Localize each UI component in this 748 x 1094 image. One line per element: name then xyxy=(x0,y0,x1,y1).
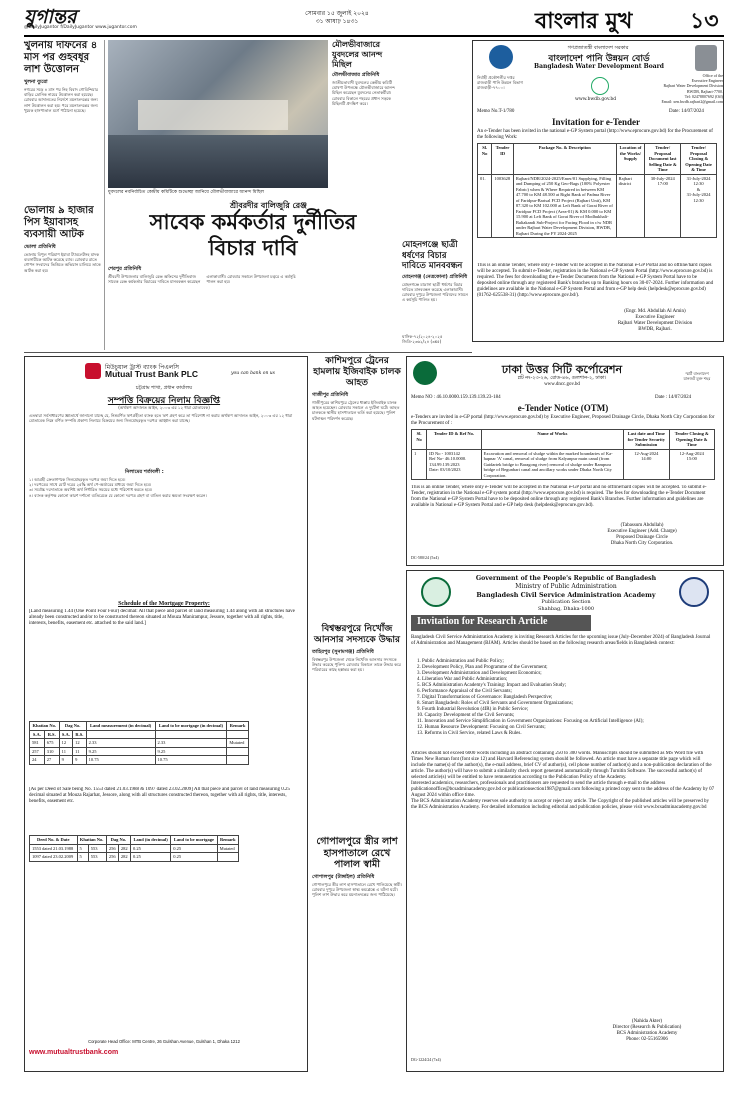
table-cell: 12 xyxy=(73,739,87,748)
story-body: জাতীয়তাবাদী যুবদলের কেন্দ্রীয় কমিটি ঘোষণা উপলক্ষে মৌলভীবাজারে আনন্দ মিছিল করেছেন যুবদলের নেতাকর্মীরা। রোববার বিকালে শহরের প্রধান সড়কে মিছিলটি প্রদক্ষিণ করে। xyxy=(332,80,395,106)
list-item: 12. Human Resource Development: Focusing on Civil Servants; xyxy=(417,725,546,730)
table-cell: 256 xyxy=(106,844,118,853)
topic-list xyxy=(417,659,715,737)
crowd-shape xyxy=(108,135,328,188)
office-right: Office of the Executive Engineer Rajbari Water Development Division BWDB, Rajbari-7700. Tel: 02478807692 (Off) Email: xen.bwdb.rajbari2@gmail.com xyxy=(661,73,723,105)
main-kicker: শ্রীবরদীর বালিজুরি রেঞ্জ xyxy=(230,201,307,210)
branch: চট্টগ্রাম শাখা, প্রধান কার্যালয় xyxy=(135,385,193,391)
signer: (Nahida Akter) Director (Research & Publication) BCS Administration Academy Phone: 02-55165906 xyxy=(612,1019,682,1042)
section-name: Publication Section xyxy=(541,599,591,605)
address: Shahbag, Dhaka-1000 xyxy=(537,606,595,612)
table-cell xyxy=(217,853,238,862)
memo-date: Date: 14/07/2024 xyxy=(669,109,704,114)
table-cell: 1097 dated 23.02.2009 xyxy=(30,853,78,862)
auction-subtitle: (অর্থঋণ আদালত আইন, ২০০৩ এর ১২ ধারা মোতাবেক) xyxy=(118,405,210,410)
table-cell: 282 xyxy=(118,853,130,862)
story-body: শ্রীবরদী উপজেলার বালিজুরি রেঞ্জ অফিসের দুর্নীতিবাজ সাবেক রেঞ্জ কর্মকর্তার বিচারের দাবিতে মানববন্ধন করেছেন এলাকাবাসী। রোববার সকালে উপজেলা চত্বরে এ কর্মসূচি পালন করা হয়। xyxy=(108,274,296,285)
story-headline: গোপালপুরে স্ত্রীর লাশ হাসপাতালে রেখে পালাল স্বামী xyxy=(316,836,398,870)
auction-title: সম্পত্তি বিক্রয়ের নিলাম বিজ্ঞপ্তি xyxy=(107,396,221,406)
signer: (Tabassum Abdullah) Executive Engineer (Add. Charge) Proposed Drainage Circle Dhaka North City Corporation. xyxy=(607,523,677,546)
dncc-address: প্লট নং-২৩-২৬, রোড-৪৬, গুলশান-২, ঢাকা। xyxy=(517,375,607,381)
story-body: গাজীপুরের কাশিমপুরে ট্রেনের ধাক্কায় ইজিবাইক চালক আহত হয়েছেন। রোববার সকালে এ দুর্ঘটনা ঘটে। আহত চালককে স্থানীয় হাসপাতালে ভর্তি করা হয়েছে। পুলিশ ঘটনাস্থল পরিদর্শন করেছে। xyxy=(312,400,400,421)
section-title: বাংলার মুখ xyxy=(535,9,633,34)
col-header: Land to be mortgage (in decimal) xyxy=(155,722,227,731)
bwdb-logo-icon xyxy=(489,45,513,69)
list-item: 11. Innovation and Service Simplification in Government Organizations: Focusing on Artificial Intelligence (AI); xyxy=(417,719,644,724)
section-divider xyxy=(24,352,472,353)
story-headline: মৌলভীবাজারে যুবদলের আনন্দ মিছিল xyxy=(332,40,383,69)
col-header: Land (in decimal) xyxy=(130,836,170,845)
tender-notes: This is an online Tender, where only e-Tender will be accepted in the National e-GP Portal and no offline/hard copies will be accepted. To submit e-Tender, registration in the National e-GP System Portal (http://www.eprocure.gov.bd) is required. The fees for downloading the e-Tender Documents from the National e-GP System Portal have to be deposited online through any registered Bank's branches up to Banking hours on 30-07-2024. Further information and guidelines are available in the National e-GP System Portal and from e-GP help desk (helpdesk@eprocure.gov.bd) (01762-625538-31) (http://www.eprocure.gov.bd/). xyxy=(477,263,714,298)
table-cell: 12 xyxy=(59,739,73,748)
table-cell: 282 xyxy=(118,844,130,853)
org-name-bn: বাংলাদেশ পানি উন্নয়ন বোর্ড xyxy=(548,54,650,64)
table-cell: 12-Aug-2024 14:00 xyxy=(624,449,669,480)
col-header: Tender ID & Ref No. xyxy=(427,430,482,450)
page-number: ১৩ xyxy=(690,9,719,34)
table-cell: 30-July-2024 17:00 xyxy=(645,174,681,238)
notice-intro: e-Tenders are invited in e-GP portal (http://www.eprocure.gov.bd) by Executive Engineer, Proposed Drainage Circle, Dhaka North City Corporation for the Procurement of : xyxy=(411,415,715,426)
dncc-web: www.dncc.gov.bd xyxy=(544,382,580,387)
col-subheader: S.A. xyxy=(59,730,73,739)
mtb-auction-ad xyxy=(24,356,308,1072)
tender-title: Invitation for e-Tender xyxy=(551,117,640,127)
col-header: Location of the Works/ Supply xyxy=(616,144,645,175)
table-cell: 310 xyxy=(44,747,59,756)
ministry: Ministry of Public Administration xyxy=(515,583,617,590)
table-row xyxy=(30,756,249,765)
org-name-en: Bangladesh Water Development Board xyxy=(534,63,664,70)
table-cell: Rajbari district xyxy=(616,174,645,238)
table-cell: Mutated xyxy=(217,844,238,853)
list-item: 9. Fourth Industrial Revolution (4IR) in Public Service; xyxy=(417,707,529,712)
list-item: 10. Capacity Development of the Civil Servants; xyxy=(417,713,515,718)
table-cell: 0.25 xyxy=(130,844,170,853)
bank-tagline: you can bank on us xyxy=(231,371,275,376)
term-item: ৩। সর্বোচ্চ দরদাতাকে অবশিষ্ট অর্থ নির্ধারিত সময়ের মধ্যে পরিশোধ করতে হবে। xyxy=(29,487,153,493)
main-headline-line2: বিচার দাবি xyxy=(208,236,298,260)
notice-notes: This is an online Tender, where only e-Tender will be accepted in the National e-GP portal and no offline/hard copies will be accepted. To submit e-Tender, registration in the National e-GP system portal (http://www.eprocure.gov.bd) is required. The fees for downloading the e-Tender Document from the National e-GP System Portal have to be deposited online through any registered Bank's Branches. Further information and guidelines are available in National e-GP System Portal and e-GP help desk (helpdesk@eprocure.gov.bd). xyxy=(411,485,707,508)
table-cell: Mutated xyxy=(227,739,249,748)
mohanganj-story xyxy=(402,40,470,350)
main-headline-line1: সাবেক কর্মকর্তার দুর্নীতির xyxy=(149,210,357,234)
bcsaa-logo-icon xyxy=(679,577,709,607)
auction-body: এতদ্বারা সর্বসাধারণের জ্ঞাতার্থে জানানো যাচ্ছে যে, নিম্নবর্ণিত ঋণগ্রহীতা ব্যাংক হতে ঋণ গ্রহণ করে তা পরিশোধ না করায় অর্থঋণ আদালত আইন, ২০০৩ এর ১২ ধারা মোতাবেক নিম্নে বর্ণিত সম্পত্তি প্রকাশ্য নিলামে বিক্রয়ের জন্য সিলমোহরকৃত দরপত্র আহ্বান করা যাচ্ছে। xyxy=(29,413,293,424)
khulna-story xyxy=(24,40,102,200)
story-headline: বিশ্বম্ভরপুরে নিখোঁজ আনসার সদস্যকে উদ্ধার xyxy=(314,624,400,645)
bcsaa-ad xyxy=(406,570,724,1072)
list-item: 3. Development Administration and Development Economics; xyxy=(417,671,542,676)
col-header: Tender/ Proposal Closing & Opening Date & Time xyxy=(681,144,717,175)
col-header: Tender/ Proposal Document last Selling Date & Time xyxy=(645,144,681,175)
col-header: Last date and Time for Tender Security Submission xyxy=(624,430,669,450)
list-item: 13. Reforms in Civil Service, related Laws & Rules. xyxy=(417,731,522,736)
story-byline: শেরপুর প্রতিনিধি xyxy=(108,266,142,272)
list-item: 2. Development Policy, Plan and Programme of the Government; xyxy=(417,665,548,670)
schedule-title: Schedule of the Mortgage Property: xyxy=(118,601,210,607)
memo-no: Memo No.T-1/780 xyxy=(477,109,515,114)
list-item: 7. Digital Transformations of Governance: Bangladesh Perspective; xyxy=(417,695,553,700)
col-subheader: R.S. xyxy=(73,730,87,739)
col-header: Khatian No. xyxy=(77,836,106,845)
table-row xyxy=(30,739,249,748)
article-title: Invitation for Research Article xyxy=(417,616,548,627)
table-cell: 1553 dated 21.03.1988 xyxy=(30,844,78,853)
dncc-tender-ad xyxy=(406,356,724,566)
table-cell: 0.25 xyxy=(130,853,170,862)
gov-title: গণপ্রজাতন্ত্রী বাংলাদেশ সরকার xyxy=(567,45,629,51)
dncc-table xyxy=(411,429,715,480)
moulvibazar-story xyxy=(332,40,398,188)
table-cell: 1 xyxy=(412,449,427,480)
tender-table xyxy=(477,143,717,238)
table-cell: 581 xyxy=(30,739,45,748)
photo-caption: যুবদলের নবনির্বাচিত কেন্দ্রীয় কমিটিকে শুভেচ্ছা জানিয়ে মৌলভীবাজারে আনন্দ মিছিল xyxy=(108,190,265,195)
story-byline: খুলনা ব্যুরো xyxy=(24,79,48,85)
schedule-table-1 xyxy=(29,721,249,765)
memo-date: Date : 14/07/2024 xyxy=(655,395,692,400)
col-header: Dag No. xyxy=(106,836,130,845)
table-cell: 11 xyxy=(59,747,73,756)
story-body: ভোলায় বিপুল পরিমাণ ইয়াবা ট্যাবলেটসহ মাদক ব্যবসায়ীকে আটক করেছে র‍্যাব। রোববার রাতে গোপন সংবাদের ভিত্তিতে অভিযান চালিয়ে তাকে আটক করা হয়। xyxy=(24,252,101,273)
col-header: Remark xyxy=(227,722,249,731)
story-byline: গোপালপুর (টাঙ্গাইল) প্রতিনিধি xyxy=(312,873,375,880)
tender-intro: An e-Tender has been invited in the national e-GP System portal (http://www.eprocure.gov.bd) for the Procurement of the following Work: xyxy=(477,129,713,140)
bwdb-tender-ad xyxy=(472,40,724,342)
banner-shape xyxy=(138,100,288,130)
col-header: Sl. No xyxy=(478,144,492,175)
gov-seal-icon xyxy=(421,577,451,607)
table-cell: 5 xyxy=(77,844,88,853)
table-cell: 24 xyxy=(30,756,45,765)
footer-address: Corporate Head Office: MTB Centre, 26 Gulshan Avenue, Gulshan 1, Dhaka 1212 xyxy=(88,1039,240,1044)
table-cell: 10.75 xyxy=(155,756,227,765)
story-body: গোপালপুরে স্ত্রীর লাশ হাসপাতালে রেখে পালিয়েছে স্বামী। রোববার দুপুরে উপজেলা স্বাস্থ্য কমপ্লেক্সে এ ঘটনা ঘটে। পুলিশ লাশ উদ্ধার করে ময়নাতদন্তের জন্য পাঠিয়েছে। xyxy=(312,881,402,897)
table-cell: 2.33 xyxy=(155,739,227,748)
dncc-title: ঢাকা উত্তর সিটি কর্পোরেশন xyxy=(501,363,623,376)
col-subheader: R.S. xyxy=(44,730,59,739)
col-header: Tender Closing & Opening Date & Time xyxy=(669,430,714,450)
list-item: 5. BCS Administration Academy's Training: Impact and Evaluation Study; xyxy=(417,683,567,688)
story-headline: ভোলায় ৯ হাজার পিস ইয়াবাসহ ব্যবসায়ী আটক xyxy=(24,205,94,240)
table-cell: 31-July-2024 12:30 & 31-July-2024 12:30 xyxy=(681,174,717,238)
table-cell xyxy=(227,747,249,756)
table-cell: 0.25 xyxy=(171,853,217,862)
table-cell: 9.25 xyxy=(155,747,227,756)
story-headline: কাশিমপুরে ট্রেনের হামলায় ইজিবাইক চালক আহত xyxy=(313,356,401,388)
table-cell: 553 xyxy=(88,853,106,862)
list-item: 1. Public Administration and Public Policy; xyxy=(417,659,504,664)
table-cell: 01. xyxy=(478,174,492,238)
website: www.bwdb.gov.bd xyxy=(575,97,617,102)
table-cell: 9.25 xyxy=(86,747,155,756)
gov-name: Government of the People's Republic of Bangladesh xyxy=(475,575,657,582)
table-row xyxy=(30,853,239,862)
table-cell: 257 xyxy=(30,747,45,756)
intro: Bangladesh Civil Service Administration Academy is inviting Research Articles for the upcoming issue (July-December 2024) of Bangladesh Journal of Administration and Management (BJAM). Articles should be based on the following research areas/fields in Bangladesh context: xyxy=(411,635,711,646)
table-cell: 27 xyxy=(44,756,59,765)
col-header: Tender ID xyxy=(492,144,514,175)
col-header: Name of Works xyxy=(481,430,623,450)
col-header: Dag No. xyxy=(59,722,86,731)
list-item: 8. Smart Bangladesh: Roles of Civil Servants and Government Organizations; xyxy=(417,701,573,706)
col-header: Deed No. & Date xyxy=(30,836,78,845)
col-header: Land measurement (in decimal) xyxy=(86,722,155,731)
col-header: Sl. No xyxy=(412,430,427,450)
dncc-logo-icon xyxy=(413,361,437,385)
table-cell xyxy=(227,756,249,765)
term-item: ৪। ব্যাংক কর্তৃপক্ষ কোনো কারণ দর্শানো ব্যতিরেকে যে কোনো দরপত্র গ্রহণ বা বাতিল করার ক্ষমতা সংরক্ষণ করেন। xyxy=(29,492,207,498)
table-cell: 5 xyxy=(77,853,88,862)
ad-ref: ঘাসিক-৭২/২০২৪-২০২৫ জিডি-২৩৬২/২৪ (৩x৫) xyxy=(402,333,443,344)
table-cell: 9 xyxy=(73,756,87,765)
newspaper-logo: যুগান্তর xyxy=(24,6,77,28)
memo-no: Memo NO : 46.10.0000.159.139.139.23-184 xyxy=(411,395,501,400)
story-body: মোহনগঞ্জে মাদ্রাসা ছাত্রী ধর্ষণের বিচার দাবিতে মানববন্ধন করেছে এলাকাবাসী। রোববার দুপুরে উপজেলা পরিষদের সামনে এ কর্মসূচি পালিত হয়। xyxy=(402,281,468,303)
col-subheader: S.A. xyxy=(30,730,45,739)
issue-date: সোমবার ১৫ জুলাই ২০২৪ ৩১ আষাঢ় ১৪৩১ xyxy=(305,10,369,25)
term-item: ১। আগ্রহী ক্রেতাগণকে সিলমোহরকৃত দরপত্র জমা দিতে হবে। xyxy=(29,477,126,482)
org-name: Bangladesh Civil Service Administration Academy xyxy=(476,591,656,599)
masthead xyxy=(0,0,748,34)
story-body: নগরের সড়ে ৪ মাস পর নিহ বিবাদ গোবিন্দিয়ার বাড়ির দ্রোনিক নামের উত্তোলন করা হয়েছে। রোববার আদালতের নির্দেশে ময়নাতদন্তের জন্য লাশ উত্তোলন করা হয়। পরে ময়নাতদন্তের জন্য খুমেক হাসপাতাল মর্গে পাঠানো হয়েছে। xyxy=(24,87,98,113)
notice-title: e-Tender Notice (OTM) xyxy=(517,403,609,413)
mtb-logo-icon xyxy=(85,363,101,379)
story-byline: গাজীপুর প্রতিনিধি xyxy=(312,392,349,398)
story-byline: ভোলা প্রতিনিধি xyxy=(24,244,56,250)
table-cell: 10.75 xyxy=(86,756,155,765)
list-item: 4. Liberation War and Public Administration; xyxy=(417,677,508,682)
body-text: Articles should not exceed 6000 words including an abstract containing 250 to 300 words. Manuscripts should be submitted as MS Word file with Times New Roman font (font size 12) and Harvard Referencing system should be followed. An article must have a separate title page which will include the name(s) of the author(s), the e-mail address, brief CV of author(s), cell phone number of author(s) and a non-publication declaration of the article. The author(s) will have to submit a similarity check report generated automatically through Turnitin Software. The successful author(s) of selected article(s) will be entitled to have remuneration according to the Publication Policy of the Academy. Interested academics, researchers, professionals and practitioners are requested to send the article through e-mail to the address publicationoffice@bcsadminacademy.gov.bd or publicationsection1987@gmail.com following a printed copy sent to the address of the Academy by 07 August 2024 within office time. The BCS Administration Academy reserves sole authority to accept or reject any article. The Copyright of the published articles will be preserved by the BCS Administration Academy. For detailed information including editorial and publication policies, please visit www.bcsadminacademy.gov.bd xyxy=(411,751,715,810)
masthead-rule xyxy=(24,35,724,37)
table-cell: 1003628 xyxy=(492,174,514,238)
signer: (Engr. Md. Abdullah Al Amin) Executive Engineer Rajbari Water Development Division BWDB, Rajbari. xyxy=(617,309,693,332)
boundary-text: [As per Deed of Sale being No. 1553 dated 21.03.1988 & 1097 dated 23.02.2009] All that piece and parcel of land measuring 0.25 decimal situated at Mouza Rajarhat, Jessore, along with all structures constructed thereon, together with all rights, title, interests, benefits, easement etc. xyxy=(29,787,291,804)
table-cell: ID No - 1003142 Ref No- 46.10.0000. 134.99.139.2023 Date: 03/10/2023 xyxy=(427,449,482,480)
table-cell: 256 xyxy=(106,853,118,862)
col-header: Land to be mortgage xyxy=(171,836,217,845)
rally-photo xyxy=(108,40,328,188)
list-item: 6. Performance Appraisal of the Civil Servants; xyxy=(417,689,512,694)
table-cell: 2.33 xyxy=(86,739,155,748)
col-header: Remark xyxy=(217,836,238,845)
table-row xyxy=(412,449,715,480)
table-row xyxy=(478,174,717,238)
social-links: @DailyJugantor f/DailyJugantor www.jugantor.com xyxy=(24,25,137,30)
story-body: বিশ্বম্ভরপুর উপজেলা থেকে নিখোঁজ আনসার সদস্যকে উদ্ধার করেছে পুলিশ। রোববার বিকালে তাকে উদ্ধার করে পরিবারের কাছে হস্তান্তর করা হয়। xyxy=(312,657,401,673)
table-row xyxy=(30,844,239,853)
story-byline: তাহিরপুর (সুনামগঞ্জ) প্রতিনিধি xyxy=(312,649,374,655)
bwdb-seal-icon xyxy=(591,77,609,95)
schedule-table-2 xyxy=(29,835,239,862)
portrait-icon xyxy=(695,45,717,71)
col-divider xyxy=(104,40,105,350)
col-header: Package No. & Description xyxy=(513,144,616,175)
bank-name-bn: মিউচুয়াল ট্রাস্ট ব্যাংক পিএলসি xyxy=(105,364,179,371)
dc-ref: DC-580/24 (5x4) xyxy=(411,555,439,560)
term-item: ২। দরপত্রের সাথে মোট দরের ২৫% অর্থ পে-অর্ডারের মাধ্যমে জমা দিতে হবে। xyxy=(29,482,152,488)
table-cell: 0.25 xyxy=(171,844,217,853)
table-cell: 11 xyxy=(73,747,87,756)
terms-list xyxy=(29,477,299,498)
dg-ref: DG-1224/24 (7x4) xyxy=(411,1057,441,1062)
story-headline: খুলনায় দাফনের ৪ মাস পর গুহবধূর লাশ উত্তোলন xyxy=(24,40,98,75)
main-story-body xyxy=(108,266,398,350)
table-cell: Rajbari/NDR/2024-2025/Emer/01 Supplying, Filling and Dumping of 250 Kg Geo-Bags (100% Polyester Fabric) when & Where Required in between KM 47.700 to KM 48.500 at Right Bank of Padma River of Faridpur-Barisal FCD Project (Rajbari Unit), KM 87.320 to KM 102.000 at Left Bank of Gorai River of Faridpur FCD Project (Area-01) & KM 0.000 to KM 15.900 at Left Bank of Gorai River of Modhukhali-Baliakandi Sub-Project for Facing Flood in c/w NDR under Rajbari Water Development Division, BWDB, Rajbari During the FY 2024-2025 xyxy=(513,174,616,238)
table-cell: 675 xyxy=(44,739,59,748)
bank-name-en: Mutual Trust Bank PLC xyxy=(105,369,199,379)
office-left: নির্বাহী প্রকৌশলীর দপ্তর রাজবাড়ী পানি উন্নয়ন বিভাগ রাজবাড়ী-৭৭০০। xyxy=(477,75,523,91)
bhola-story xyxy=(24,205,102,350)
missing-story xyxy=(312,624,402,834)
table-cell: Excavation and removal of sludge within the marked boundaries of Ka-hapnar 'A' canal, removal of sludge from Kalyanpur main canal (from Gaidartek bridge to Baragong river) removal of sludge under Rampura bridge of Begunbari canal and ancillary works under Dhaka North City Corporation. xyxy=(481,449,623,480)
table-row xyxy=(30,747,249,756)
table-cell: 12-Aug-2024 15:00 xyxy=(669,449,714,480)
table-cell: 9 xyxy=(59,756,73,765)
table-cell: 553 xyxy=(88,844,106,853)
terms-title: নিলামের শর্তাবলী : xyxy=(125,469,164,475)
footer-url[interactable]: www.mutualtrustbank.com xyxy=(29,1049,119,1056)
col-header: Khatian No. xyxy=(30,722,60,731)
story-byline: মোহনগঞ্জ (নেত্রকোনা) প্রতিনিধি xyxy=(402,273,468,280)
story-byline: মৌলভীবাজার প্রতিনিধি xyxy=(332,72,380,78)
schedule-text: [Land measuring 1.44 (One Point Four Four) decimal: All that piece and parcel of land measuring 1.44 along with all structures have already been constructed and/or to be constructed thereon situated at Mouza Manirampur, Jessore, together with all rights, title, interests, benefits, easement etc. attached to the said land.] xyxy=(29,609,295,626)
dncc-slogan: স্মার্ট বাংলাদেশ যানজট মুক্ত শহর xyxy=(683,371,711,382)
story-headline: মোহনগঞ্জে ছাত্রী ধর্ষণের বিচার দাবিতে মানববন্ধন xyxy=(402,240,463,271)
kashimpur-story xyxy=(312,356,402,616)
gopalpur-story xyxy=(312,836,402,1072)
